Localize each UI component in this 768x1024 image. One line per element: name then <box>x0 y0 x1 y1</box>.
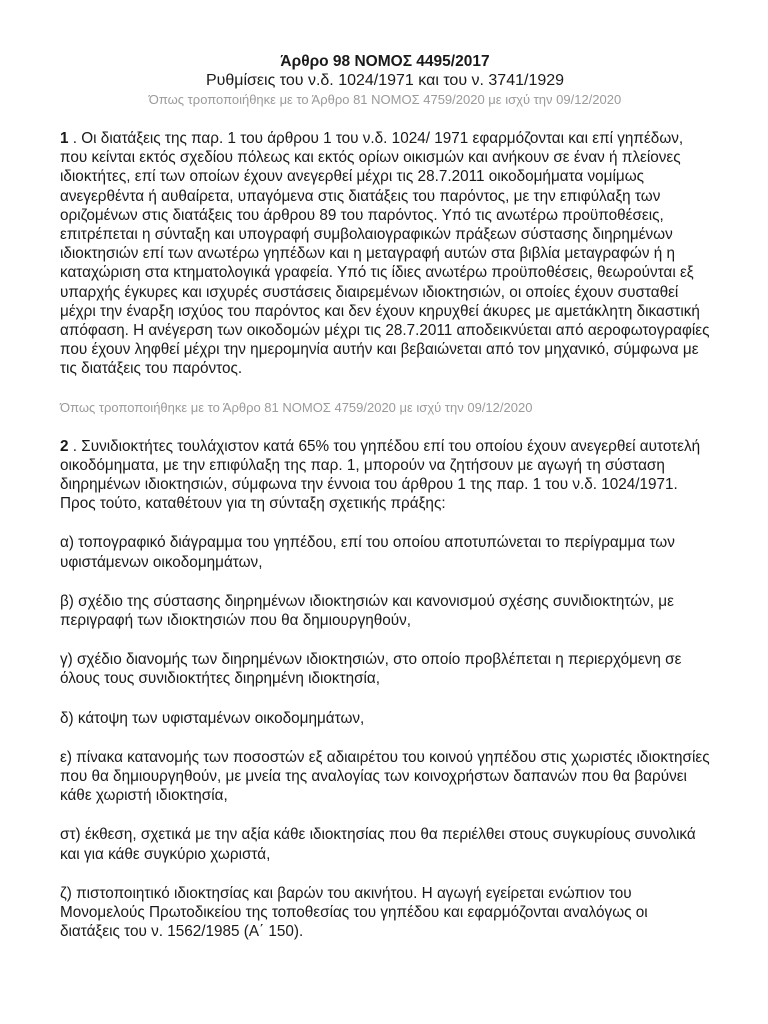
list-item: δ) κάτοψη των υφισταμένων οικοδομημάτων, <box>60 709 365 727</box>
paragraph-2 <box>60 437 710 514</box>
paragraph-text: . Οι διατάξεις της παρ. 1 του άρθρου 1 του ν.δ. 1024/ 1971 εφαρμόζονται και επί γηπέδων, που κείνται εκτός σχεδίου πόλεως και εκτός ορίων οικισμών και ανήκουν σε έναν ή πλείονες ιδιοκτήτες, επί των οποίων έχουν ανεγερθεί μέχρι τις 28.7.2011 οικοδομήματα νομίμως ανεγερθέντα ή αυθαίρετα, υπαγόμενα στις διατάξεις του παρόντος, με την επιφύλαξη των οριζομένων στις διατάξεις του άρθρου 89 του παρόντος. Υπό τις ανωτέρω προϋποθέσεις, επιτρέπεται η σύνταξη και υπογραφή συμβολαιογραφικών πράξεων σύστασης διηρημένων ιδιοκτησιών επί των ανωτέρω γηπέδων και η μεταγραφή αυτών στα βιβλία μεταγραφών ή η καταχώριση στα κτηματολογικά γραφεία. Υπό τις ίδιες ανωτέρω προϋποθέσεις, θεωρούνται εξ υπαρχής έγκυρες και ισχυρές συστάσεις διαιρεμένων ιδιοκτησιών, οι οποίες έχουν συσταθεί μέχρι την έναρξη ισχύος του παρόντος και δεν έχουν κηρυχθεί άκυρες με αμετάκλητη δικαστική απόφαση. Η ανέγερση των οικοδομών μέχρι τις 28.7.2011 αποδεικνύεται από αεροφωτογραφίες που έχουν ληφθεί μέχρι την ημερομηνία αυτήν και βεβαιώνεται από τον μηχανικό, σύμφωνα με τις διατάξεις του παρόντος. <box>60 130 710 378</box>
list-item: α) τοπογραφικό διάγραμμα του γηπέδου, επί του οποίου αποτυπώνεται το περίγραμμα των υφιστάμενων οικοδομημάτων, <box>60 534 675 571</box>
article-title: Άρθρο 98 ΝΟΜΟΣ 4495/2017 <box>280 53 490 70</box>
paragraph-number: 1 <box>60 130 69 147</box>
list-item: ε) πίνακα κατανομής των ποσοστών εξ αδιαιρέτου του κοινού γηπέδου στις χωριστές ιδιοκτησίες που θα δημιουργηθούν, με μνεία της αναλογίας των κοινοχρήστων δαπανών που θα βαρύνει κάθε χωριστή ιδιοκτησία, <box>60 748 710 805</box>
document-header <box>60 52 710 109</box>
list-item: στ) έκθεση, σχετικά με την αξία κάθε ιδιοκτησίας που θα περιέλθει στους συγκυρίους συνολικά και για κάθε συγκύριο χωριστά, <box>60 826 696 863</box>
article-subtitle: Ρυθμίσεις του ν.δ. 1024/1971 και του ν. 3741/1929 <box>205 72 565 89</box>
paragraph-number: 2 <box>60 437 69 455</box>
list-item: β) σχέδιο της σύστασης διηρημένων ιδιοκτησιών και κανονισμού σχέσης συνιδιοκτητών, με περιγραφή των ιδιοκτησιών που θα δημιουργηθούν, <box>60 592 674 630</box>
paragraph-1 <box>60 129 710 379</box>
amendment-note: Όπως τροποποιήθηκε με το Άρθρο 81 ΝΟΜΟΣ 4759/2020 με ισχύ την 09/12/2020 <box>60 399 533 415</box>
list-item: ζ) πιστοποιητικό ιδιοκτησίας και βαρών του ακινήτου. Η αγωγή εγείρεται ενώπιον του Μονομελούς Πρωτοδικείου της τοποθεσίας του γηπέδου και εφαρμόζονται αναλόγως οι διατάξεις του ν. 1562/1985 (Α΄ 150). <box>60 884 648 941</box>
document-page <box>60 52 710 942</box>
amendment-note: Όπως τροποποιήθηκε με το Άρθρο 81 ΝΟΜΟΣ 4759/2020 με ισχύ την 09/12/2020 <box>148 92 622 107</box>
paragraph-text: . Συνιδιοκτήτες τουλάχιστον κατά 65% του γηπέδου επί του οποίου έχουν ανεγερθεί αυτοτελή οικοδόμηματα, με την επιφύλαξη της παρ. 1, μπορούν να ζητήσουν με αγωγή τη σύσταση διηρημένων ιδιοκτησιών, σύμφωνα την έννοια του άρθρου 1 της παρ. 1 του ν.δ. 1024/1971. Προς τούτο, καταθέτουν για τη σύνταξη σχετικής πράξης: <box>60 437 701 513</box>
list-item: γ) σχέδιο διανομής των διηρημένων ιδιοκτησιών, στο οποίο προβλέπεται η περιερχόμενη σε όλους τους συνιδιοκτήτες διηρημένη ιδιοκτησία, <box>60 651 682 688</box>
